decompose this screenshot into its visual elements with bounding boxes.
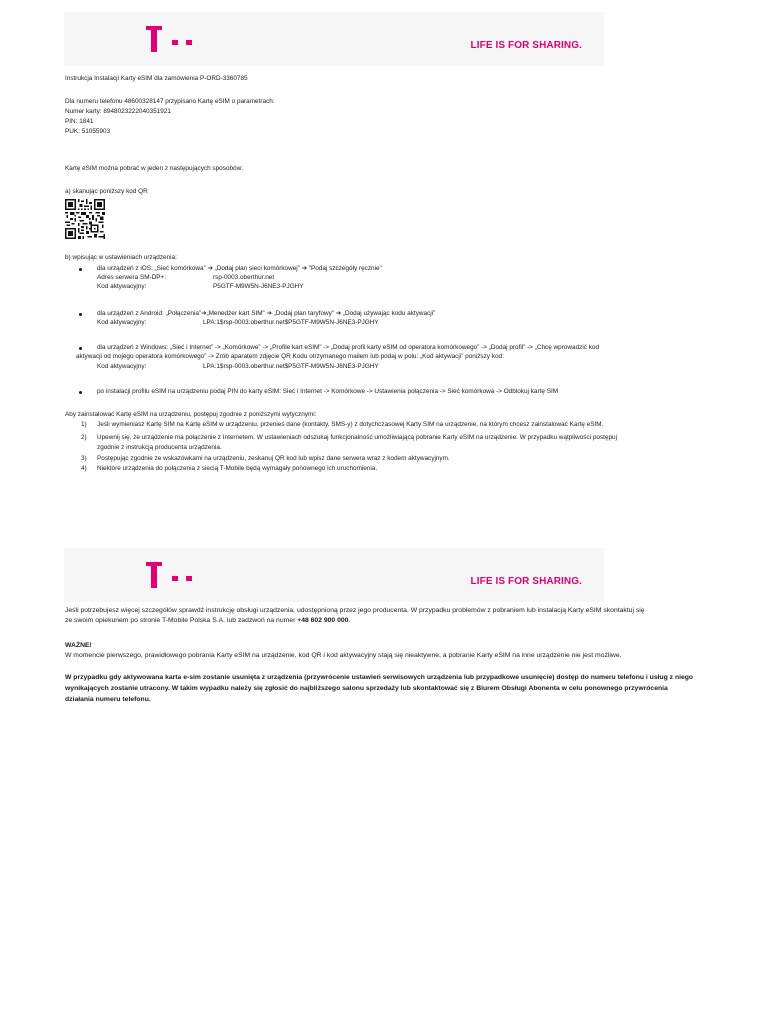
important-text: W momencie pierwszego, prawidłowego pobrania Karty eSIM na urządzenie, kod QR i kod aktywacyjny stają się nieaktywne, a pobranie Karty eSIM na inne urządzenie nie jest możliwe. xyxy=(65,652,622,659)
download-ways-text: Kartę eSIM można pobrać w jeden z następujących sposobów: xyxy=(65,165,243,172)
step-number: 3) xyxy=(81,455,87,462)
windows-code-value: LPA:1$rsp-0003.oberthur.net$P5GTF-M9W5N-J6NE3-PJGHY xyxy=(203,363,379,370)
brand-slogan: LIFE IS FOR SHARING. xyxy=(470,40,582,51)
intro-text: Dla numeru telefonu 48600328147 przypisano Kartę eSIM o parametrach: xyxy=(65,98,275,105)
qr-code-image xyxy=(65,199,105,239)
step-text: Jeśli wymieniasz Kartę SIM na Kartę eSIM w urządzeniu, przenieś dane (kontakty, SMS-y) z dotychczasowej Karty SIM na urządzenie, na którym chcesz zainstalować Kartę eSIM. xyxy=(97,421,604,428)
help-text-1: Jeśli potrzebujesz więcej szczegółów sprawdź instrukcję obsługi urządzenia, udostępnioną przez jego producenta. W przypadku problemów z pobraniem lub instalacją Karty eSIM skontaktuj się xyxy=(65,607,645,614)
bullet-icon xyxy=(79,313,82,316)
windows-instruction-1: dla urządzeń z Windows: „Sieć i Internet” -> „Komórkowe” -> „Profile kart eSIM” -> „Dodaj profil karty eSIM od operatora komórkowego” -> „Dodaj profil” -> „Chcę wprowadzić kod xyxy=(97,344,600,351)
ios-code-value: P5GTF-M9W5N-J6NE3-PJGHY xyxy=(213,283,304,290)
warning-line: W przypadku gdy aktywowana karta e-sim zostanie usunięta z urządzenia (przywrócenie ustawień serwisowych urządzenia lub przypadkowe usunięcie) dostęp do numeru telefonu i usług z niego xyxy=(65,674,694,681)
warning-line: działania numeru telefonu. xyxy=(65,696,151,703)
step-number: 2) xyxy=(81,434,87,441)
document-title: Instrukcja Instalacji Karty eSIM dla zamówienia P-ORD-3360785 xyxy=(65,75,248,82)
step-number: 1) xyxy=(81,421,87,428)
step-number: 4) xyxy=(81,465,87,472)
windows-instruction-2: aktywacji od mojego operatora komórkowego” -> Zrób aparatem zdjęcie QR Kodu otrzymanego mailem lub podaj w polu: „Kod aktywacji” poniższy kod: xyxy=(76,353,504,360)
important-heading: WAŻNE! xyxy=(65,642,92,649)
hotline-number: +48 602 900 000 xyxy=(297,617,349,624)
pin-unlock-note: po instalacji profilu eSIM na urządzeniu podaj PIN do karty eSIM: Sieć i Internet -> Komórkowe -> Ustawienia połączenia -> Sieć komórkowa -> Odblokuj kartę SIM xyxy=(97,388,559,395)
help-text-2: ze swoim opiekunem po stronie T-Mobile Polska S.A. lub zadzwoń na numer +48 602 900 000. xyxy=(65,617,351,624)
puk-value: PUK: 51055903 xyxy=(65,128,111,135)
option-a-text: a) skanując poniższy kod QR xyxy=(65,188,148,195)
ios-instruction: dla urządzeń z iOS: „Sieć komórkowa” ➔ „Dodaj plan sieci komórkowej” ➔ "Podaj szczegóły ręcznie" xyxy=(97,265,382,272)
step-text: zgodnie z instrukcją producenta urządzenia. xyxy=(97,444,222,451)
step-text: Postępując zgodnie ze wskazówkami na urządzeniu, zeskanuj QR kod lub wpisz dane serwera wraz z kodem aktywacyjnym. xyxy=(97,455,450,462)
windows-code-label: Kod aktywacyjny: xyxy=(97,363,147,370)
install-intro: Aby zainstalować Kartę eSIM na urządzeniu, postępuj zgodnie z poniższymi wytycznymi: xyxy=(65,411,317,418)
ios-server-value: rsp-0003.oberthur.net xyxy=(213,274,275,281)
bullet-icon xyxy=(79,347,82,350)
bullet-icon xyxy=(79,268,82,271)
t-mobile-logo xyxy=(146,26,210,52)
card-number: Numer karty: 8948023222040351921 xyxy=(65,108,171,115)
step-text: Upewnij się, że urządzenie ma połączenie z Internetem. W ustawieniach odszukaj funkcjonalność umożliwiającą pobranie Karty eSIM na urządzenie. W przypadku wątpliwości postępuj xyxy=(97,434,618,441)
brand-slogan: LIFE IS FOR SHARING. xyxy=(470,576,582,587)
android-instruction: dla urządzeń z Android: „Połączenia”➔„Menedżer kart SIM” ➔ „Dodaj plan taryfowy” ➔ „Dodaj używając kodu aktywacji” xyxy=(97,310,436,317)
step-text: Niektóre urządzenia do połączenia z siecią T-Mobile będą wymagały ponownego ich uruchomienia. xyxy=(97,465,378,472)
pin-value: PIN: 1841 xyxy=(65,118,94,125)
t-mobile-logo xyxy=(146,562,210,588)
android-code-label: Kod aktywacyjny: xyxy=(97,319,147,326)
option-b-text: b) wpisując w ustawieniach urządzenia: xyxy=(65,254,177,261)
bullet-icon xyxy=(79,391,82,394)
header-band xyxy=(64,548,604,602)
warning-line: wynikających zostanie utracony. W takim wypadku należy się zgłosić do najbliższego salonu sprzedaży lub skontaktować się z Biurem Obsługi Abonenta w celu ponownego przywrócenia xyxy=(65,685,668,692)
ios-code-label: Kod aktywacyjny: xyxy=(97,283,147,290)
android-code-value: LPA:1$rsp-0003.oberthur.net$P5GTF-M9W5N-J6NE3-PJGHY xyxy=(203,319,379,326)
ios-server-label: Adres serwera SM-DP+: xyxy=(97,274,167,281)
header-band xyxy=(64,12,604,66)
